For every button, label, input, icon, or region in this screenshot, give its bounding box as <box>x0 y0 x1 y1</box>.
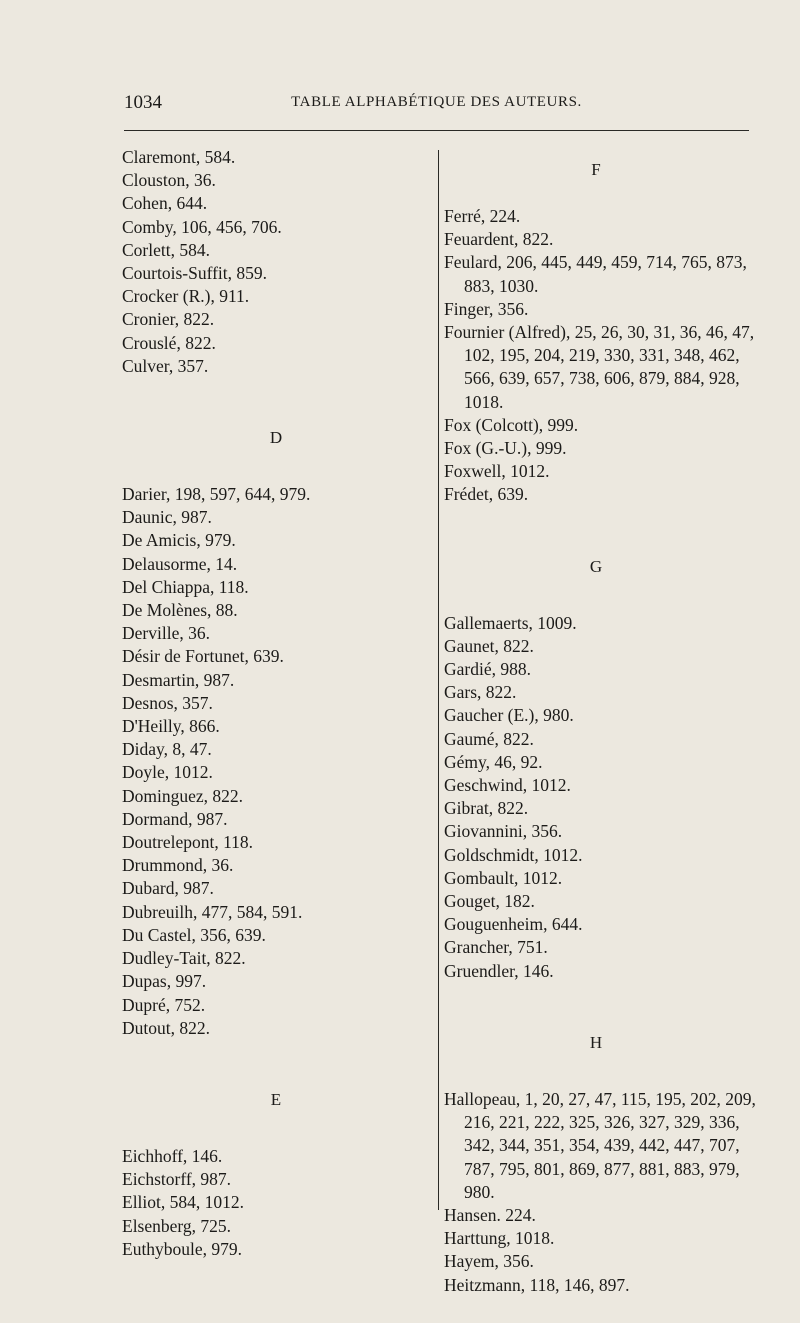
index-entry: Claremont, 584. <box>122 147 236 167</box>
index-entry: Daunic, 987. <box>122 507 212 528</box>
index-entry: Gombault, 1012. <box>444 867 563 888</box>
index-entry: Del Chiappa, 118. <box>122 576 249 597</box>
page-number: 1034 <box>124 92 162 113</box>
index-entry: Grancher, 751. <box>444 937 548 958</box>
index-entry: Dominguez, 822. <box>122 785 244 806</box>
index-entry: Gallemaerts, 1009. <box>444 612 577 633</box>
index-entry: Eichstorff, 987. <box>122 1169 232 1190</box>
index-entry: Désir de Fortunet, 639. <box>122 646 284 667</box>
index-entry: Gars, 822. <box>444 682 517 703</box>
index-entry: Foxwell, 1012. <box>444 461 550 482</box>
index-entry: Dudley-Tait, 822. <box>122 948 246 969</box>
index-entry: Dubreuilh, 477, 584, 591. <box>122 901 303 922</box>
index-entry: Gaunet, 822. <box>444 635 534 656</box>
index-entry: Feulard, 206, 445, 449, 459, 714, 765, 873, 883, 1030. <box>444 252 747 296</box>
index-entry: Gaucher (E.), 980. <box>444 705 574 726</box>
section-f <box>444 205 756 507</box>
index-entry: Doyle, 1012. <box>122 762 213 783</box>
index-entry: De Amicis, 979. <box>122 530 236 551</box>
index-entry: Desnos, 357. <box>122 692 213 713</box>
section-letter-e: E <box>270 1089 282 1109</box>
index-entry: Gruendler, 146. <box>444 960 554 981</box>
index-entry: Crouslé, 822. <box>122 332 216 353</box>
index-entry: Dupré, 752. <box>122 994 206 1015</box>
index-entry: Doutrelepont, 118. <box>122 832 254 853</box>
section-letter-f: F <box>591 160 601 179</box>
header-rule <box>124 130 749 131</box>
index-entry: Eichhoff, 146. <box>122 1145 223 1166</box>
index-entry: Hansen. 224. <box>444 1204 536 1225</box>
index-entry: Drummond, 36. <box>122 855 234 876</box>
index-entry: Hallopeau, 1, 20, 27, 47, 115, 195, 202, 209, 216, 221, 222, 325, 326, 327, 329, 336, 342, 344, 351, 354, 439, 442, 447, 707, 787, 795, 801, 869, 877, 881, 883, 979, 980. <box>444 1088 756 1202</box>
index-entry: Diday, 8, 47. <box>122 739 212 760</box>
index-entry: Du Castel, 356, 639. <box>122 924 266 945</box>
index-entry: Cronier, 822. <box>122 309 215 330</box>
running-title: TABLE ALPHABÉTIQUE DES AUTEURS. <box>291 94 582 110</box>
index-entry: Gouget, 182. <box>444 891 535 912</box>
column-divider <box>438 150 439 1210</box>
index-entry: Corlett, 584. <box>122 239 210 260</box>
index-entry: Geschwind, 1012. <box>444 775 571 796</box>
section-e <box>122 1145 430 1261</box>
index-entry: Courtois-Suffit, 859. <box>122 263 268 284</box>
index-entry: Frédet, 639. <box>444 484 529 505</box>
section-d <box>122 483 430 1040</box>
index-entry: Derville, 36. <box>122 623 210 644</box>
index-entry: Gouguenheim, 644. <box>444 914 583 935</box>
index-entry: Ferré, 224. <box>444 206 521 226</box>
index-entry: Crocker (R.), 911. <box>122 286 250 307</box>
index-entry: Gémy, 46, 92. <box>444 751 543 772</box>
index-entry: Fox (Colcott), 999. <box>444 414 579 435</box>
index-entry: Culver, 357. <box>122 355 209 376</box>
index-entry: Dubard, 987. <box>122 878 214 899</box>
index-entry: Goldschmidt, 1012. <box>444 844 583 865</box>
index-entry: Clouston, 36. <box>122 170 216 191</box>
index-entry: Harttung, 1018. <box>444 1228 555 1249</box>
index-entry: Elliot, 584, 1012. <box>122 1192 245 1213</box>
section-letter-h: H <box>589 1032 603 1052</box>
index-entry: Dutout, 822. <box>122 1017 210 1038</box>
index-entry: Hayem, 356. <box>444 1251 534 1272</box>
right-column <box>444 146 756 1297</box>
section-letter-d: D <box>269 428 283 448</box>
index-entry: Fox (G.-U.), 999. <box>444 438 567 459</box>
index-entry: Finger, 356. <box>444 298 529 319</box>
index-entry: Comby, 106, 456, 706. <box>122 216 282 237</box>
section-c <box>122 146 430 378</box>
page-header <box>124 92 749 118</box>
index-entry: Darier, 198, 597, 644, 979. <box>122 484 311 505</box>
index-entry: Fournier (Alfred), 25, 26, 30, 31, 36, 46, 47, 102, 195, 204, 219, 330, 331, 348, 462, 566, 639, 657, 738, 606, 879, 884, 928, 1018. <box>444 322 755 412</box>
index-entry: Giovannini, 356. <box>444 821 563 842</box>
index-entry: Feuardent, 822. <box>444 229 554 250</box>
index-entry: Gibrat, 822. <box>444 798 529 819</box>
index-entry: De Molènes, 88. <box>122 600 238 621</box>
index-entry: Cohen, 644. <box>122 193 208 214</box>
index-entry: Gardié, 988. <box>444 659 531 680</box>
section-h <box>444 1088 756 1297</box>
index-entry: D'Heilly, 866. <box>122 716 220 737</box>
index-entry: Heitzmann, 118, 146, 897. <box>444 1274 630 1295</box>
index-entry: Desmartin, 987. <box>122 669 235 690</box>
section-g <box>444 612 756 983</box>
index-entry: Dormand, 987. <box>122 808 228 829</box>
index-entry: Dupas, 997. <box>122 971 207 992</box>
index-entry: Elsenberg, 725. <box>122 1215 232 1236</box>
left-column <box>122 146 430 1261</box>
section-letter-g: G <box>589 556 603 576</box>
index-entry: Euthyboule, 979. <box>122 1238 243 1259</box>
index-entry: Delausorme, 14. <box>122 553 238 574</box>
index-entry: Gaumé, 822. <box>444 728 534 749</box>
